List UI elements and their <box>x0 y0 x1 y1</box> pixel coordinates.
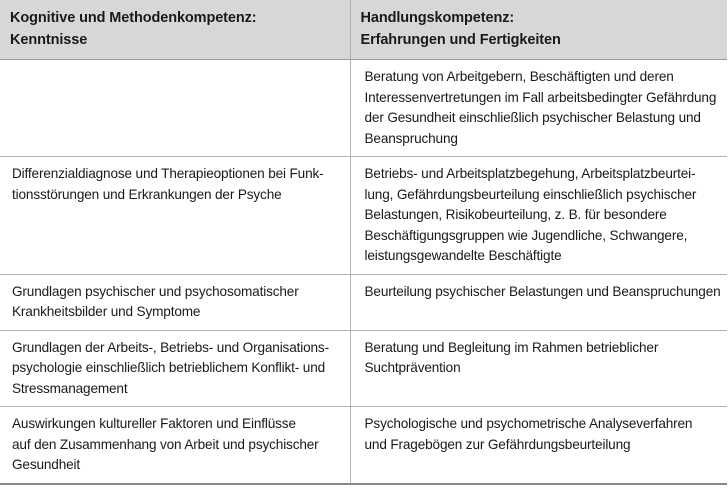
cell-text: Grundlagen der Arbeits-, Betriebs- und Organisations- <box>12 339 329 355</box>
table-row <box>0 157 727 275</box>
cell-kenntnisse <box>0 157 350 275</box>
cell-fertigkeiten <box>350 330 727 407</box>
cell-text: Belastungen, Risikobeurteilung, z. B. für besondere <box>364 207 667 222</box>
cell-kenntnisse <box>0 60 350 157</box>
table-body <box>0 60 727 484</box>
cell-text: Suchtprävention <box>364 360 461 375</box>
header-cell-kenntnisse <box>0 0 350 60</box>
cell-text: Beanspruchung <box>364 130 458 146</box>
header-cell-fertigkeiten <box>350 0 727 60</box>
cell-text: der Gesundheit einschließlich psychischer Belastung und <box>364 110 701 125</box>
cell-text: tionsstörungen und Erkrankungen der Psyche <box>12 186 282 202</box>
cell-fertigkeiten <box>350 407 727 484</box>
cell-text: Auswirkungen kultureller Faktoren und Einflüsse <box>12 416 296 431</box>
cell-text: Beratung von Arbeitgebern, Beschäftigten und deren <box>364 69 674 84</box>
header-text: Kognitive und Methodenkompetenz: <box>10 10 257 26</box>
cell-text: und Fragebögen zur Gefährdungsbeurteilung <box>364 436 631 452</box>
cell-text: Beurteilung psychischer Belastungen und Beanspruchungen <box>364 283 721 299</box>
header-text: Kenntnisse <box>10 32 88 48</box>
table-row <box>0 60 727 157</box>
cell-text: Gesundheit <box>12 457 81 472</box>
header-text: Handlungskompetenz: <box>360 10 515 26</box>
header-text: Erfahrungen und Fertigkeiten <box>360 32 561 48</box>
cell-text: Differenzialdiagnose und Therapieoptionen bei Funk- <box>12 166 324 181</box>
table-row <box>0 274 727 330</box>
table-row <box>0 407 727 484</box>
cell-kenntnisse <box>0 330 350 407</box>
cell-text: Interessenvertretungen im Fall arbeitsbedingter Gefährdung <box>364 89 717 105</box>
table-row <box>0 330 727 407</box>
table-header <box>0 0 727 60</box>
cell-text: Betriebs- und Arbeitsplatzbegehung, Arbeitsplatzbeurtei- <box>364 166 696 181</box>
cell-text: psychologie einschließlich betrieblichem Konflikt- und <box>12 360 326 375</box>
cell-text: lung, Gefährdungsbeurteilung einschließlich psychischer <box>364 186 697 202</box>
cell-text: leistungsgewandelte Beschäftigte <box>364 248 562 263</box>
cell-text: auf den Zusammenhang von Arbeit und psychischer <box>12 436 319 452</box>
header-row <box>0 0 727 60</box>
cell-text: Beratung und Begleitung im Rahmen betrieblicher <box>364 339 659 355</box>
cell-text: Beschäftigungsgruppen wie Jugendliche, Schwangere, <box>364 227 688 243</box>
cell-text: Grundlagen psychischer und psychosomatischer <box>12 283 299 299</box>
cell-text: Stressmanagement <box>12 380 128 396</box>
cell-text: Krankheitsbilder und Symptome <box>12 304 201 319</box>
cell-fertigkeiten <box>350 157 727 275</box>
cell-fertigkeiten <box>350 60 727 157</box>
cell-fertigkeiten <box>350 274 727 330</box>
cell-kenntnisse <box>0 407 350 484</box>
cell-text: Psychologische und psychometrische Analyseverfahren <box>364 416 693 431</box>
cell-kenntnisse <box>0 274 350 330</box>
